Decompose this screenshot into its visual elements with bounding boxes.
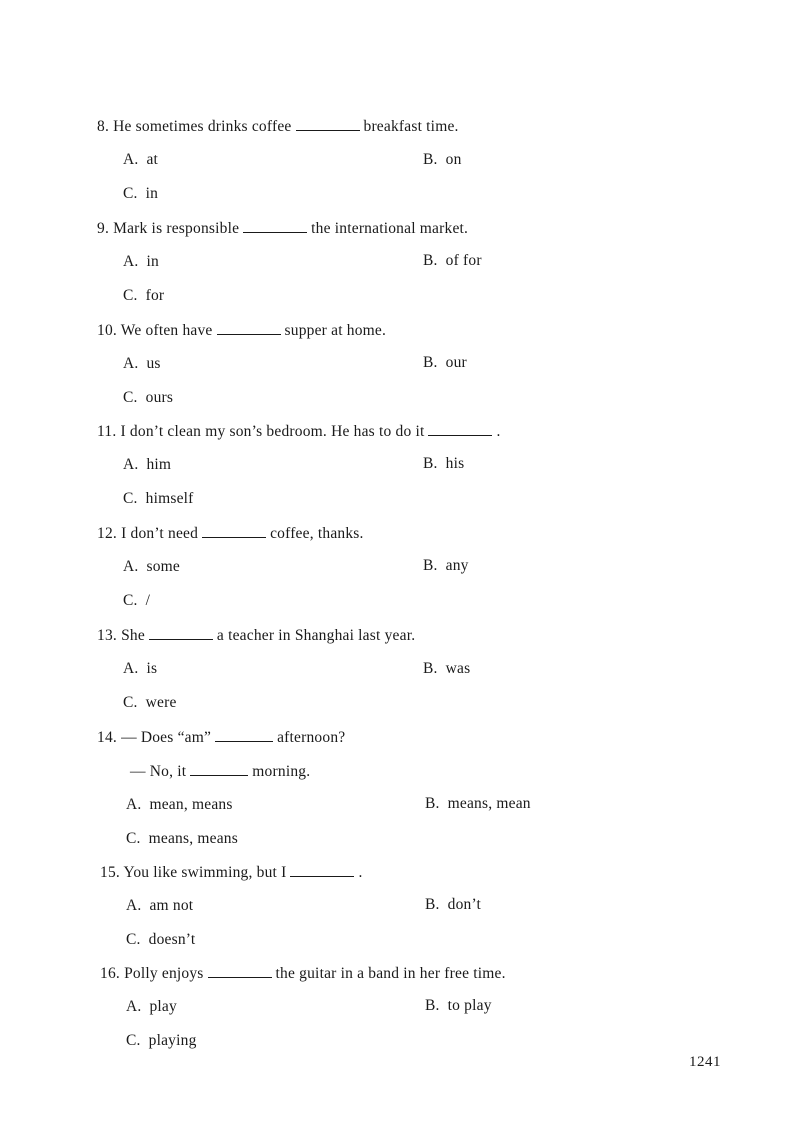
option-text: him (146, 456, 172, 473)
question-text: I don’t clean my son’s bedroom. He has to do it (120, 423, 425, 440)
question-12-stem (97, 523, 364, 544)
question-number: 12. (97, 525, 117, 542)
option-label: B. (423, 557, 438, 574)
question-14-stem (97, 727, 345, 748)
question-text: a teacher in Shanghai last year. (216, 627, 416, 644)
option-b (423, 150, 462, 170)
answer-blank (296, 116, 360, 131)
question-text: I don’t need (121, 525, 199, 542)
option-label: A. (126, 897, 142, 914)
option-text: doesn’t (148, 931, 196, 948)
option-text: mean, means (149, 796, 233, 813)
question-number: 16. (100, 965, 120, 982)
option-label: A. (126, 998, 142, 1015)
option-a (126, 997, 177, 1017)
option-text: / (145, 592, 151, 609)
question-13-stem (97, 625, 415, 646)
option-c (126, 829, 238, 849)
option-text: is (146, 660, 158, 677)
question-15-stem (100, 862, 363, 883)
question-11-stem (97, 421, 501, 442)
question-text: We often have (120, 322, 213, 339)
answer-blank (208, 963, 272, 978)
option-text: ours (145, 389, 174, 406)
option-text: don’t (447, 896, 482, 913)
question-text: — Does “am” (121, 729, 212, 746)
option-c (123, 489, 194, 509)
option-b (425, 895, 481, 915)
option-b (423, 454, 464, 474)
question-text: . (358, 864, 363, 881)
option-text: for (145, 287, 165, 304)
question-number: 11. (97, 423, 117, 440)
option-label: A. (123, 456, 139, 473)
answer-blank (149, 625, 213, 640)
answer-blank (243, 218, 307, 233)
option-text: in (146, 253, 159, 270)
answer-blank (217, 320, 281, 335)
option-text: was (445, 660, 471, 677)
question-number: 13. (97, 627, 117, 644)
answer-blank (215, 727, 273, 742)
option-c (123, 693, 177, 713)
option-text: to play (447, 997, 492, 1014)
option-text: his (445, 455, 465, 472)
option-b (423, 251, 482, 271)
answer-blank (290, 862, 354, 877)
option-a (126, 795, 233, 815)
question-16-stem (100, 963, 506, 984)
option-text: on (445, 151, 462, 168)
option-label: C. (126, 830, 141, 847)
option-label: C. (126, 1032, 141, 1049)
question-text: the guitar in a band in her free time. (275, 965, 506, 982)
option-label: A. (123, 253, 139, 270)
question-text: — No, it (130, 763, 187, 780)
question-14-response (130, 761, 310, 782)
option-b (423, 556, 469, 576)
option-a (123, 354, 161, 374)
option-label: C. (123, 490, 138, 507)
question-number: 14. (97, 729, 117, 746)
option-text: any (445, 557, 469, 574)
question-text: afternoon? (277, 729, 346, 746)
question-text: She (121, 627, 145, 644)
option-label: B. (423, 660, 438, 677)
option-text: playing (148, 1032, 197, 1049)
question-text: breakfast time. (363, 118, 459, 135)
option-label: B. (423, 455, 438, 472)
option-c (123, 286, 164, 306)
option-label: B. (423, 354, 438, 371)
option-label: C. (126, 931, 141, 948)
option-c (123, 388, 173, 408)
option-label: B. (423, 252, 438, 269)
question-text: supper at home. (284, 322, 387, 339)
question-text: the international market. (311, 220, 469, 237)
option-text: were (145, 694, 177, 711)
option-text: play (149, 998, 177, 1015)
answer-blank (202, 523, 266, 538)
option-b (425, 794, 531, 814)
question-text: Polly enjoys (124, 965, 204, 982)
option-text: in (145, 185, 159, 202)
question-number: 8. (97, 118, 110, 135)
option-label: C. (123, 389, 138, 406)
question-8-stem (97, 116, 459, 137)
option-label: B. (425, 795, 440, 812)
option-text: some (146, 558, 180, 575)
option-text: am not (149, 897, 194, 914)
option-label: B. (425, 997, 440, 1014)
option-b (423, 353, 467, 373)
option-text: means, means (148, 830, 238, 847)
option-a (123, 659, 157, 679)
question-number: 10. (97, 322, 117, 339)
question-text: You like swimming, but I (123, 864, 287, 881)
option-b (425, 996, 492, 1016)
option-label: C. (123, 287, 138, 304)
answer-blank (428, 421, 492, 436)
question-text: . (496, 423, 501, 440)
option-a (123, 252, 159, 272)
question-9-stem (97, 218, 468, 239)
question-text: morning. (252, 763, 311, 780)
answer-blank (190, 761, 248, 776)
option-label: B. (423, 151, 438, 168)
option-label: C. (123, 694, 138, 711)
option-label: B. (425, 896, 440, 913)
question-10-stem (97, 320, 386, 341)
question-number: 9. (97, 220, 110, 237)
option-text: our (445, 354, 467, 371)
option-text: himself (145, 490, 194, 507)
option-label: A. (123, 355, 139, 372)
option-a (126, 896, 193, 916)
question-text: He sometimes drinks coffee (113, 118, 292, 135)
option-label: A. (123, 660, 139, 677)
page-number: 1241 (689, 1054, 721, 1070)
option-text: of for (445, 252, 482, 269)
option-label: A. (126, 796, 142, 813)
option-c (123, 591, 150, 611)
option-label: C. (123, 185, 138, 202)
option-a (123, 150, 158, 170)
question-text: coffee, thanks. (270, 525, 364, 542)
option-text: at (146, 151, 159, 168)
option-label: A. (123, 151, 139, 168)
option-a (123, 557, 180, 577)
question-number: 15. (100, 864, 120, 881)
option-label: C. (123, 592, 138, 609)
option-b (423, 659, 470, 679)
option-text: us (146, 355, 161, 372)
option-label: A. (123, 558, 139, 575)
option-c (123, 184, 158, 204)
option-c (126, 1031, 197, 1051)
question-text: Mark is responsible (113, 220, 240, 237)
option-a (123, 455, 171, 475)
option-text: means, mean (447, 795, 531, 812)
option-c (126, 930, 195, 950)
